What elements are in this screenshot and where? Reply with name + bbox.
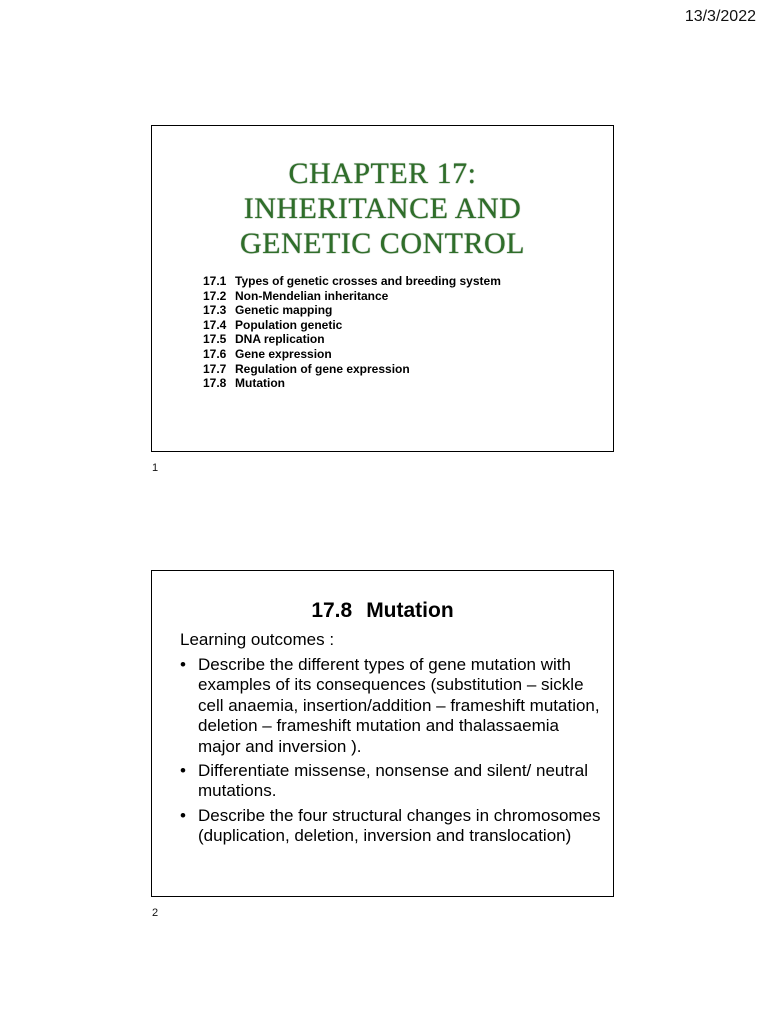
toc-item <box>203 289 501 304</box>
toc-item-number: 17.5 <box>203 332 227 347</box>
toc-item-text: Mutation <box>235 376 285 391</box>
toc-item <box>203 332 501 347</box>
chapter-title-line: INHERITANCE AND <box>243 192 522 225</box>
toc-item-number: 17.3 <box>203 303 227 318</box>
toc-item-number: 17.8 <box>203 376 227 391</box>
toc-item-text: Genetic mapping <box>235 303 333 318</box>
list-item <box>180 761 605 802</box>
toc-item-number: 17.6 <box>203 346 227 361</box>
list-item-text: Describe the different types of gene mutation with examples of its consequences (substitution – sickle cell anaemia, insertion/addition – frameshift mutation, deletion – frameshift mutation and thalassaemia major and inversion ). <box>198 655 600 756</box>
toc-item-text: Gene expression <box>235 346 332 361</box>
learning-outcomes-heading: Learning outcomes : <box>180 630 335 649</box>
toc-item <box>203 362 501 377</box>
slide-title <box>152 599 613 623</box>
slide-2 <box>151 570 614 897</box>
toc-item <box>203 274 501 289</box>
chapter-title <box>152 156 613 261</box>
list-item <box>180 655 605 757</box>
toc-item-number: 17.1 <box>203 274 227 288</box>
table-of-contents <box>203 274 501 391</box>
slide-number: 2 <box>152 907 159 919</box>
toc-item <box>203 303 501 318</box>
toc-item-text: Types of genetic crosses and breeding system <box>235 274 501 288</box>
toc-item-text: Non-Mendelian inheritance <box>235 288 389 303</box>
list-item-text: Differentiate missense, nonsense and silent/ neutral mutations. <box>198 761 588 801</box>
slide-number: 1 <box>152 462 159 474</box>
toc-item <box>203 376 501 391</box>
learning-outcomes-list <box>180 655 605 851</box>
bullet-icon: • <box>180 761 186 781</box>
toc-item <box>203 318 501 333</box>
toc-item-text: Population genetic <box>235 317 343 332</box>
chapter-title-line: CHAPTER 17: <box>288 157 477 190</box>
chapter-title-line: GENETIC CONTROL <box>240 227 525 260</box>
toc-item-text: DNA replication <box>235 332 325 347</box>
list-item-text: Describe the four structural changes in chromosomes (duplication, deletion, inversion and translocation) <box>198 805 601 846</box>
toc-item-number: 17.7 <box>203 361 227 376</box>
slide-1 <box>151 125 614 452</box>
slide-title-text: Mutation <box>366 599 454 622</box>
print-date: 13/3/2022 <box>684 8 756 25</box>
slide-title-number: 17.8 <box>311 599 353 622</box>
toc-item <box>203 347 501 362</box>
toc-item-text: Regulation of gene expression <box>235 361 410 376</box>
bullet-icon: • <box>180 805 186 825</box>
bullet-icon: • <box>180 655 186 674</box>
list-item <box>180 806 605 847</box>
toc-item-number: 17.4 <box>203 317 227 332</box>
toc-item-number: 17.2 <box>203 288 227 303</box>
